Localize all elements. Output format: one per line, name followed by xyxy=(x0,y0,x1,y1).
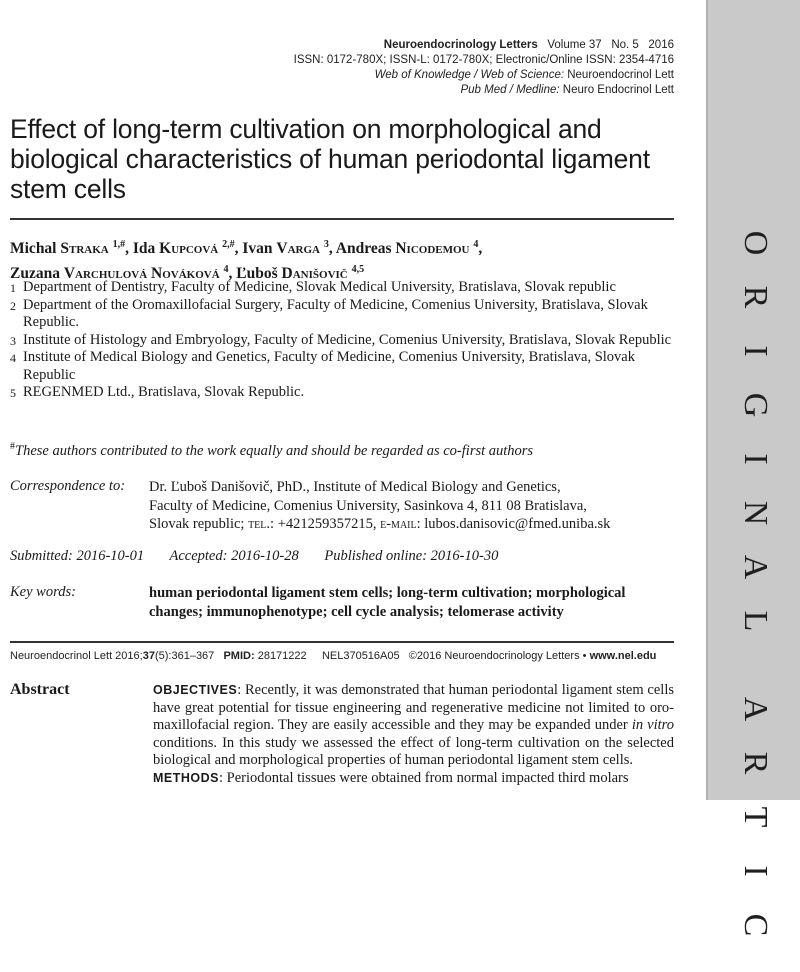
author-last-name: Straka xyxy=(60,240,109,258)
side-label-letter: I xyxy=(737,345,774,357)
correspondence-text xyxy=(149,478,674,534)
citation-pre: Neuroendocrinol Lett 2016; xyxy=(10,650,143,662)
journal-year: 2016 xyxy=(648,39,674,51)
keywords-text: human periodontal ligament stem cells; long-term cultivation; morphological changes; immunophenotype; cell cycle analysis; telomerase activity xyxy=(149,585,626,620)
wok-label: Web of Knowledge / Web of Science: xyxy=(374,69,565,81)
journal-header xyxy=(294,38,674,98)
nel-code: NEL370516A05 xyxy=(321,650,400,662)
pubmed-label: Pub Med / Medline: xyxy=(460,84,560,96)
author-last-name: Varchulová Nováková xyxy=(63,265,220,283)
affiliation-item xyxy=(10,279,674,297)
article-dates xyxy=(10,548,520,565)
affiliation-number: 5 xyxy=(10,386,16,400)
affiliation-text: Department of Dentistry, Faculty of Medicine, Slovak Medical University, Bratislava, Slovak republic xyxy=(23,279,616,295)
abstract-text xyxy=(153,682,674,787)
pubmed-value: Neuro Endocrinol Lett xyxy=(562,84,674,96)
author-affiliation-mark: 3 xyxy=(323,239,329,250)
author-first-name: Ľuboš xyxy=(236,265,278,283)
keywords-label: Key words: xyxy=(10,584,76,600)
journal-url[interactable]: www.nel.edu xyxy=(589,650,657,662)
article-type-sidebar xyxy=(706,0,800,937)
affiliation-item xyxy=(10,384,674,402)
journal-issn: ISSN: 0172-780X; ISSN-L: 0172-780X; Electronic/Online ISSN: 2354-4716 xyxy=(293,54,674,66)
author-first-name: Zuzana xyxy=(10,265,60,283)
affiliation-list xyxy=(10,279,674,402)
author-affiliation-mark: 1,# xyxy=(112,239,126,250)
note-mark: # xyxy=(10,441,15,452)
author-affiliation-mark: 2,# xyxy=(222,239,235,250)
affiliation-text: Institute of Histology and Embryology, Faculty of Medicine, Comenius University, Bratislava, Slovak Republic xyxy=(23,331,672,348)
side-label-letter: I xyxy=(737,865,774,877)
affiliation-item xyxy=(10,297,674,332)
bullet-icon: • xyxy=(582,650,587,662)
author-affiliation-mark: 4 xyxy=(473,239,479,250)
affiliation-number: 2 xyxy=(10,298,16,313)
affiliation-text: Department of the Oromaxillofacial Surgery, Faculty of Medicine, Comenius University, Bratislava, Slovak Republic. xyxy=(23,296,648,330)
objectives-text-2: conditions. In this study we assessed the effect of long-term cultivation on the selected biological and morphological properties of human periodontal ligament stem cells. xyxy=(153,734,674,768)
side-label-letter: I xyxy=(737,453,774,465)
pmid-label: PMID: xyxy=(223,650,255,662)
author-last-name: Kupcová xyxy=(159,240,219,258)
correspondence-label: Correspondence to: xyxy=(10,478,126,494)
affiliation-text: REGENMED Ltd., Bratislava, Slovak Republic. xyxy=(23,384,305,400)
methods-text: : Periodontal tissues were obtained from normal impacted third molars xyxy=(219,769,629,786)
journal-volume: Volume 37 xyxy=(547,39,602,51)
copyright: ©2016 Neuroendocrinology Letters xyxy=(408,650,580,662)
author-last-name: Varga xyxy=(276,240,320,258)
article-title: Effect of long-term cultivation on morphological and biological characteristics of human periodontal ligament stem cells xyxy=(10,114,650,204)
author-first-name: Michal xyxy=(10,240,57,258)
email-value[interactable]: lubos.danisovic@fmed.uniba.sk xyxy=(424,516,611,532)
correspondence-line: Faculty of Medicine, Comenius University, Sasinkova 4, 811 08 Bratislava, xyxy=(149,497,587,514)
correspondence-line xyxy=(149,515,674,534)
side-label-letter: A xyxy=(737,554,774,580)
author-affiliation-mark: 4 xyxy=(223,264,229,276)
pmid-value: 28171222 xyxy=(257,650,307,662)
side-label-letter: R xyxy=(737,751,774,775)
affiliation-item xyxy=(10,349,674,384)
tel-value: +421259357215, xyxy=(277,516,377,532)
journal-line-1 xyxy=(294,38,674,53)
correspondence-country: Slovak republic; xyxy=(149,516,245,532)
published-date: Published online: 2016-10-30 xyxy=(324,548,499,564)
author xyxy=(242,240,329,257)
article-type-label xyxy=(708,0,800,937)
wok-value: Neuroendocrinol Lett xyxy=(567,69,674,81)
author xyxy=(336,240,479,257)
side-label-letter: A xyxy=(737,696,774,722)
title-divider xyxy=(10,218,674,220)
abstract-label: Abstract xyxy=(10,681,70,698)
journal-wok xyxy=(294,68,674,83)
journal-pubmed xyxy=(294,83,674,98)
affiliation-number: 3 xyxy=(10,333,16,348)
co-first-note xyxy=(10,441,533,460)
author-last-name: Danišovič xyxy=(281,265,348,283)
citation-volume: 37 xyxy=(142,650,155,662)
objectives-text-1: : Recently, it was demonstrated that human periodontal ligament stem cells have great potential for tissue engineering and regenerative medicine not limited to oro-maxillofacial region. They are easily accessible and they may be expanded under xyxy=(153,682,674,733)
accepted-date: Accepted: 2016-10-28 xyxy=(169,548,299,564)
author-first-name: Andreas xyxy=(335,240,392,258)
author-list: Michal Straka $^{1,\#}$, Ida Kupcová $^{2,\#}$, Ivan Varga $^3$, Andreas Nicodemou $^4$, Zuzana Varchulová Nováková $^4$, Ľuboš Danišovič $^{4,5}$ xyxy=(10,239,483,283)
note-text: These authors contributed to the work equally and should be regarded as co-first authors xyxy=(15,442,534,459)
author xyxy=(133,240,235,257)
side-label-letter: R xyxy=(737,285,774,309)
objectives-heading: OBJECTIVES xyxy=(153,683,238,697)
citation-post: (5):361–367 xyxy=(154,650,215,662)
affiliation-number: 1 xyxy=(10,281,16,295)
correspondence-line: Dr. Ľuboš Danišovič, PhD., Institute of Medical Biology and Genetics, xyxy=(149,479,561,495)
tel-label: tel.: xyxy=(248,516,275,532)
author xyxy=(10,240,125,257)
keywords-divider xyxy=(10,641,674,643)
author-last-name: Nicodemou xyxy=(395,240,470,258)
side-label-letter: O xyxy=(737,230,774,256)
email-label: e-mail: xyxy=(380,516,421,532)
side-label-letter: N xyxy=(737,500,774,526)
journal-number: No. 5 xyxy=(611,39,639,51)
submitted-date: Submitted: 2016-10-01 xyxy=(10,548,145,564)
citation-line xyxy=(10,650,674,662)
author-affiliation-mark: 4,5 xyxy=(351,264,365,276)
affiliation-item xyxy=(10,332,674,350)
journal-name: Neuroendocrinology Letters xyxy=(383,39,538,51)
affiliation-number: 4 xyxy=(10,351,16,365)
side-label-letter: C xyxy=(737,913,774,937)
affiliation-text: Institute of Medical Biology and Genetics, Faculty of Medicine, Comenius University, Bratislava, Slovak Republic xyxy=(23,349,635,383)
methods-heading: METHODS xyxy=(153,770,219,785)
side-label-letter: G xyxy=(737,392,774,418)
author-first-name: Ivan xyxy=(242,240,273,258)
objectives-emphasis: in vitro xyxy=(631,717,674,733)
side-label-letter: L xyxy=(737,610,774,632)
author-first-name: Ida xyxy=(132,240,156,258)
side-label-letter: T xyxy=(737,806,774,828)
